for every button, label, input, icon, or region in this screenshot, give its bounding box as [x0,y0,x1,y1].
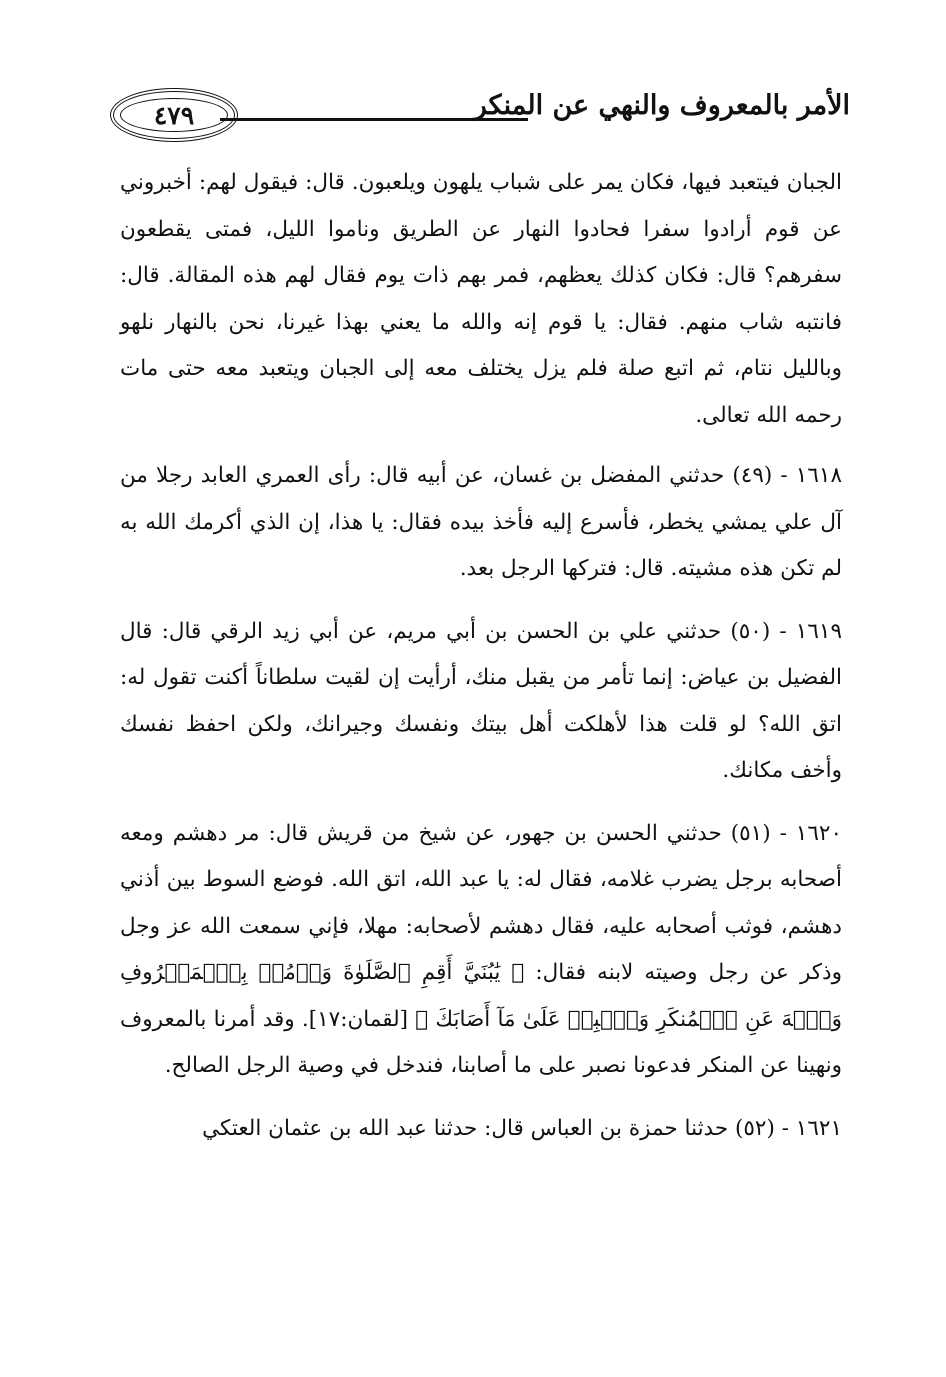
page-number: ٤٧٩ [153,100,195,130]
page-number-oval [110,88,238,142]
paragraph-1620: ١٦٢٠ - (٥١) حدثني الحسن بن جهور، عن شيخ من قريش قال: مر دهشم ومعه أصحابه برجل يضرب غلامه، فقال له: يا عبد الله، اتق الله. فوضع السوط بين أذني دهشم، فوثب أصحابه عليه، فقال دهشم لأصحابه: مهلا، فإني سمعت الله عز وجل وذكر عن رجل وصيته لابنه فقال: ﴿ يَٰبُنَيَّ أَقِمِ ٱلصَّلَوٰةَ وَأۡمُرۡ بِٱلۡمَعۡرُوفِ وَٱنۡهَ عَنِ ٱلۡمُنكَرِ وَٱصۡبِرۡ عَلَىٰ مَآ أَصَابَكَ ﴾ [لقمان:١٧]. وقد أمرنا بالمعروف ونهينا عن المنكر فدعونا نصبر على ما أصابنا، فندخل في وصية الرجل الصالح. [120,820,842,1078]
paragraph-1621: ١٦٢١ - (٥٢) حدثنا حمزة بن العباس قال: حدثنا عبد الله بن عثمان العتكي [202,1115,842,1141]
paragraph-continuation: الجبان فيتعبد فيها، فكان يمر على شباب يلهون ويلعبون. قال: فيقول لهم: أخبروني عن قوم أرادوا سفرا فحادوا النهار عن الطريق وناموا الليل، فمتى يقطعون سفرهم؟ قال: فكان كذلك يعظهم، فمر بهم ذات يوم فقال لهم هذه المقالة. قال: فانتبه شاب منهم. فقال: يا قوم إنه والله ما يعني بهذا غيرنا، نحن بالنهار نلهو وبالليل نتام، ثم اتبع صلة فلم يزل يختلف معه إلى الجبان ويتعبد معه حتى مات رحمه الله تعالى. [120,170,842,428]
paragraph-1619: ١٦١٩ - (٥٠) حدثني علي بن الحسن بن أبي مريم، عن أبي زيد الرقي قال: قال الفضيل بن عياض: إنما تأمر من يقبل منك، أرأيت إن لقيت سلطاناً أكنت تقول له: اتق الله؟ لو قلت هذا لأهلكت أهل بيتك ونفسك وجيرانك، ولكن احفظ نفسك وأخف مكانك. [120,618,842,783]
page-header [110,88,850,146]
body-text [120,160,842,1168]
chapter-title: الأمر بالمعروف والنهي عن المنكر [473,90,850,121]
paragraph-1618: ١٦١٨ - (٤٩) حدثني المفضل بن غسان، عن أبيه قال: رأى العمري العابد رجلا من آل علي يمشي يخطر، فأسرع إليه فأخذ بيده فقال: يا هذا، إن الذي أكرمك الله به لم تكن هذه مشيته. قال: فتركها الرجل بعد. [120,463,842,581]
